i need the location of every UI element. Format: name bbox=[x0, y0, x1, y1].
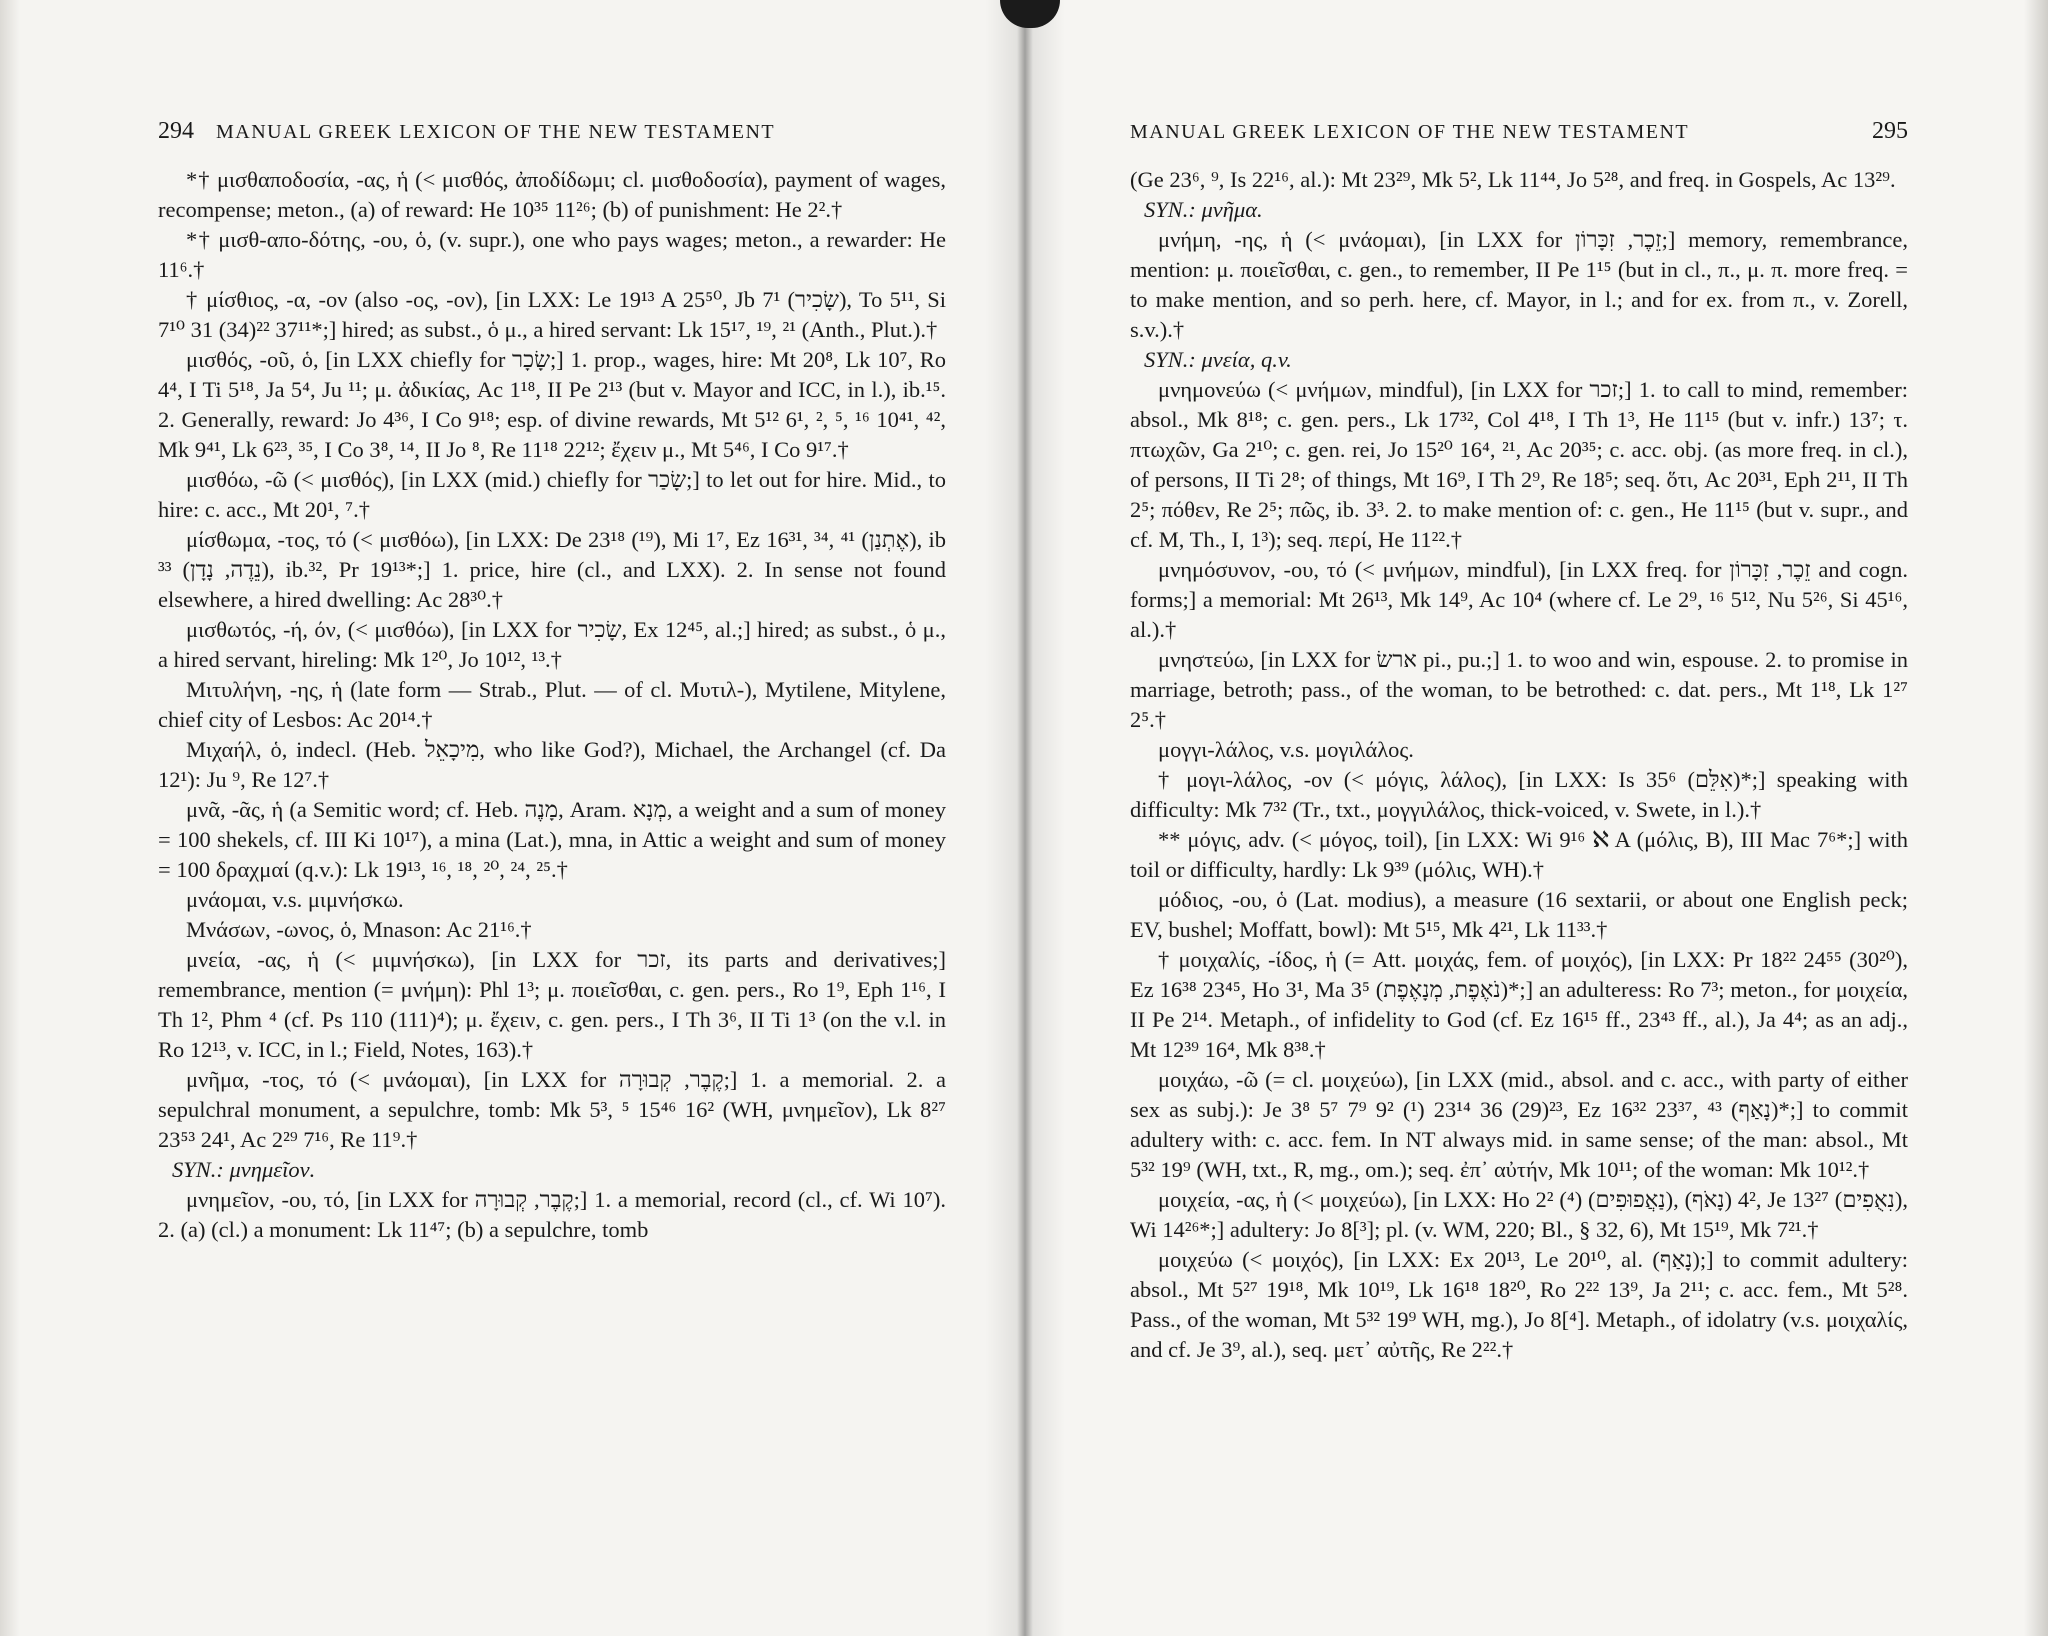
lexicon-entry: *† μισθαποδοσία, -ας, ἡ (< μισθός, ἀποδίδωμι; cl. μισθοδοσία), payment of wages, recompense; meton., (a) of reward: He 10³⁵ 11²⁶; (b) of punishment: He 2².† bbox=[158, 167, 946, 222]
lexicon-entry: μόδιος, -ου, ὁ (Lat. modius), a measure (16 sextarii, or about one English peck; EV, bushel; Moffatt, bowl): Mt 5¹⁵, Mk 4²¹, Lk 11³³.† bbox=[1130, 887, 1908, 942]
lexicon-entry: Μιχαήλ, ὁ, indecl. (Heb. מִיכָאֵל, who like God?), Michael, the Archangel (cf. Da 12¹): Ju ⁹, Re 12⁷.† bbox=[158, 737, 946, 792]
lexicon-entry: μνάομαι, v.s. μιμνήσκω. bbox=[186, 887, 404, 912]
lexicon-entry: μνήμη, -ης, ἡ (< μνάομαι), [in LXX for זֵכֶר, זִכָּרוֹן;] memory, remembrance, mention: μ. ποιεῖσθαι, c. gen., to remember, II Pe 1¹⁵ (but in cl., π., μ. π. more freq. = to make mention, and so perh. here, cf. Mayor, in l.; and for ex. from π., v. Zorell, s.v.).† bbox=[1130, 227, 1909, 342]
right-page-body bbox=[1130, 165, 1908, 1365]
lexicon-entry: μισθωτός, -ή, όν, (< μισθόω), [in LXX for שָׂכִיר, Ex 12⁴⁵, al.;] hired; as subst., ὁ μ., a hired servant, hireling: Mk 1²⁰, Jo 10¹², ¹³.† bbox=[158, 617, 946, 672]
lexicon-entry: μνᾶ, -ᾶς, ἡ (a Semitic word; cf. Heb. מָנֶה, Aram. מְנָא, a weight and a sum of money = 100 shekels, cf. III Ki 10¹⁷), a mina (Lat.), mna, in Attic a weight and sum of money = 100 δραχμαί (q.v.): Lk 19¹³, ¹⁶, ¹⁸, ²⁰, ²⁴, ²⁵.† bbox=[158, 797, 946, 882]
page-edge-right bbox=[2024, 0, 2048, 1636]
lexicon-entry: † μοιχαλίς, -ίδος, ἡ (= Att. μοιχάς, fem. of μοιχός), [in LXX: Pr 18²² 24⁵⁵ (30²⁰), Ez 16³⁸ 23⁴⁵, Ho 3¹, Ma 3⁵ (נֹאֶפֶת, מְנָאֶפֶת)*;] an adulteress: Ro 7³; meton., for μοιχεία, II Pe 2¹⁴. Metaph., of infidelity to God (cf. Ez 16¹⁵ ff., 23⁴³ ff., al.), Ja 4⁴; as an adj., Mt 12³⁹ 16⁴, Mk 8³⁸.† bbox=[1130, 947, 1908, 1062]
lexicon-entry: μογγι-λάλος, v.s. μογιλάλος. bbox=[1158, 737, 1414, 762]
right-page bbox=[1020, 0, 2048, 1636]
lexicon-entry: *† μισθ-απο-δότης, -ου, ὁ, (v. supr.), one who pays wages; meton., a rewarder: He 11⁶.† bbox=[158, 227, 946, 282]
lexicon-entry: Μιτυλήνη, -ης, ἡ (late form — Strab., Plut. — of cl. Μυτιλ-), Mytilene, Mitylene, chief city of Lesbos: Ac 20¹⁴.† bbox=[158, 677, 946, 732]
lexicon-entry: † μογι-λάλος, -ον (< μόγις, λάλος), [in LXX: Is 35⁶ (אִלֵּם)*;] speaking with difficulty: Mk 7³² (Tr., txt., μογγιλάλος, thick-voiced, v. Swete, in l.).† bbox=[1130, 767, 1909, 822]
lexicon-entry: Μνάσων, -ωνος, ὁ, Mnason: Ac 21¹⁶.† bbox=[186, 917, 532, 942]
page-edge-left bbox=[0, 0, 20, 1636]
right-running-head: MANUAL GREEK LEXICON OF THE NEW TESTAMENT bbox=[1130, 121, 1690, 143]
right-page-header bbox=[1130, 118, 1908, 145]
synonym-note: SYN.: μνῆμα. bbox=[1144, 197, 1263, 222]
lexicon-entry: μνεία, -ας, ἡ (< μιμνήσκω), [in LXX for זכר, its parts and derivatives;] remembrance, mention (= μνήμη): Phl 1³; μ. ποιεῖσθαι, c. gen. pers., Ro 1⁹, Eph 1¹⁶, I Th 1², Phm ⁴ (cf. Ps 110 (111)⁴); μ. ἔχειν, c. gen. pers., I Th 3⁶, II Ti 1³ (on the v.l. in Ro 12¹³, v. ICC, in l.; Field, Notes, 163).† bbox=[158, 947, 946, 1062]
left-running-head: MANUAL GREEK LEXICON OF THE NEW TESTAMENT bbox=[216, 121, 776, 143]
lexicon-entry: μνῆμα, -τος, τό (< μνάομαι), [in LXX for קֶבֶר, קְבוּרָה;] 1. a memorial. 2. a sepulchral monument, a sepulchre, tomb: Mk 5³, ⁵ 15⁴⁶ 16² (WH, μνημεῖον), Lk 8²⁷ 23⁵³ 24¹, Ac 2²⁹ 7¹⁶, Re 11⁹.† bbox=[158, 1067, 947, 1152]
synonym-note: SYN.: μνεία, q.v. bbox=[1144, 347, 1292, 372]
lexicon-entry: † μίσθιος, -α, -ον (also -ος, -ον), [in LXX: Le 19¹³ A 25⁵⁰, Jb 7¹ (שָׂכִיר), To 5¹¹, Si 7¹⁰ 31 (34)²² 37¹¹*;] hired; as subst., ὁ μ., a hired servant: Lk 15¹⁷, ¹⁹, ²¹ (Anth., Plut.).† bbox=[158, 287, 946, 342]
lexicon-entry: μνημονεύω (< μνήμων, mindful), [in LXX for זכר;] 1. to call to mind, remember: absol., Mk 8¹⁸; c. gen. pers., Lk 17³², Col 4¹⁸, I Th 1³, He 11¹⁵ (but v. infr.) 13⁷; τ. πτωχῶν, Ga 2¹⁰; c. gen. rei, Jo 15²⁰ 16⁴, ²¹, Ac 20³⁵; c. acc. obj. (as more freq. in cl.), of persons, II Ti 2⁸; of things, Mt 16⁹, I Th 2⁹, Re 18⁵; seq. ὅτι, Ac 20³¹, Eph 2¹¹, II Th 2⁵; πόθεν, Re 2⁵; πῶς, ib. 3³. 2. to make mention of: c. gen., He 11¹⁵ (but v. supr., and cf. M, Th., I, 1³); seq. περί, He 11²².† bbox=[1130, 377, 1909, 552]
right-page-number: 295 bbox=[1872, 118, 1908, 144]
lexicon-entry: μοιχεία, -ας, ἡ (< μοιχεύω), [in LXX: Ho 2² (⁴) (נַאֲפוּפִים), 4² (נָאֹף), Je 13²⁷ (נִאֻפִים), Wi 14²⁶*;] adultery: Jo 8[³]; pl. (v. WM, 220; Bl., § 32, 6), Mt 15¹⁹, Mk 7²¹.† bbox=[1130, 1187, 1908, 1242]
lexicon-entry: μοιχεύω (< μοιχός), [in LXX: Ex 20¹³, Le 20¹⁰, al. (נָאַף);] to commit adultery: absol., Mt 5²⁷ 19¹⁸, Mk 10¹⁹, Lk 16¹⁸ 18²⁰, Ro 2²² 13⁹, Ja 2¹¹; c. acc. fem., Mt 5²⁸. Pass., of the woman, Mt 5³² 19⁹ WH, mg.), Jo 8[⁴]. Metaph., of idolatry (v.s. μοιχαλίς, and cf. Je 3⁹, al.), seq. μετ᾽ αὐτῆς, Re 2²².† bbox=[1130, 1247, 1908, 1362]
lexicon-entry: μνηστεύω, [in LXX for ארשׂ pi., pu.;] 1. to woo and win, espouse. 2. to promise in marriage, betroth; pass., of the woman, to be betrothed: c. dat. pers., Mt 1¹⁸, Lk 1²⁷ 2⁵.† bbox=[1130, 647, 1908, 732]
lexicon-entry: ** μόγις, adv. (< μόγος, toil), [in LXX: Wi 9¹⁶ ℵ A (μόλις, B), III Mac 7⁶*;] with toil or difficulty, hardly: Lk 9³⁹ (μόλις, WH).† bbox=[1130, 827, 1908, 882]
left-page-header bbox=[158, 118, 946, 145]
lexicon-entry: μίσθωμα, -τος, τό (< μισθόω), [in LXX: De 23¹⁸ (¹⁹), Mi 1⁷, Ez 16³¹, ³⁴, ⁴¹ (אֶתְנַן), ib ³³ (נֵדֶה, נָדָן), ib.³², Pr 19¹³*;] 1. price, hire (cl., and LXX). 2. In sense not found elsewhere, a hired dwelling: Ac 28³⁰.† bbox=[158, 527, 947, 612]
lexicon-entry: μνημεῖον, -ου, τό, [in LXX for קֶבֶר, קְבוּרָה;] 1. a memorial, record (cl., cf. Wi 10⁷). 2. (a) (cl.) a monument: Lk 11⁴⁷; (b) a sepulchre, tomb bbox=[158, 1187, 946, 1242]
synonym-note: SYN.: μνημεῖον. bbox=[172, 1157, 316, 1182]
left-page-body bbox=[158, 165, 946, 1245]
lexicon-entry: μνημόσυνον, -ου, τό (< μνήμων, mindful), [in LXX freq. for זֵכֶר, זִכָּרוֹן and cogn. forms;] a memorial: Mt 26¹³, Mk 14⁹, Ac 10⁴ (where cf. Le 2⁹, ¹⁶ 5¹², Nu 5²⁶, Si 45¹⁶, al.).† bbox=[1130, 557, 1908, 642]
lexicon-entry-continuation: (Ge 23⁶, ⁹, Is 22¹⁶, al.): Mt 23²⁹, Mk 5², Lk 11⁴⁴, Jo 5²⁸, and freq. in Gospels, Ac 13²⁹. bbox=[1130, 167, 1896, 192]
lexicon-entry: μισθόω, -ῶ (< μισθός), [in LXX (mid.) chiefly for שָׂכַר;] to let out for hire. Mid., to hire: c. acc., Mt 20¹, ⁷.† bbox=[158, 467, 946, 522]
left-page-number: 294 bbox=[158, 118, 194, 144]
lexicon-entry: μοιχάω, -ῶ (= cl. μοιχεύω), [in LXX (mid., absol. and c. acc., with party of either sex as subj.): Je 3⁸ 5⁷ 7⁹ 9² (¹) 23¹⁴ 36 (29)²³, Ez 16³² 23³⁷, ⁴³ (נָאַף)*;] to commit adultery with: c. acc. fem. In NT always mid. in same sense; of the man: absol., Mt 5³² 19⁹ (WH, txt., R, mg., om.); seq. ἐπ᾽ αὐτήν, Mk 10¹¹; of the woman: Mk 10¹².† bbox=[1130, 1067, 1908, 1182]
lexicon-entry: μισθός, -οῦ, ὁ, [in LXX chiefly for שָׂכָר;] 1. prop., wages, hire: Mt 20⁸, Lk 10⁷, Ro 4⁴, I Ti 5¹⁸, Ja 5⁴, Ju ¹¹; μ. ἀδικίας, Ac 1¹⁸, II Pe 2¹³ (but v. Mayor and ICC, in l.), ib.¹⁵. 2. Generally, reward: Jo 4³⁶, I Co 9¹⁸; esp. of divine rewards, Mt 5¹² 6¹, ², ⁵, ¹⁶ 10⁴¹, ⁴², Mk 9⁴¹, Lk 6²³, ³⁵, I Co 3⁸, ¹⁴, II Jo ⁸, Re 11¹⁸ 22¹²; ἔχειν μ., Mt 5⁴⁶, I Co 9¹⁷.† bbox=[158, 347, 946, 462]
left-page bbox=[0, 0, 1020, 1636]
